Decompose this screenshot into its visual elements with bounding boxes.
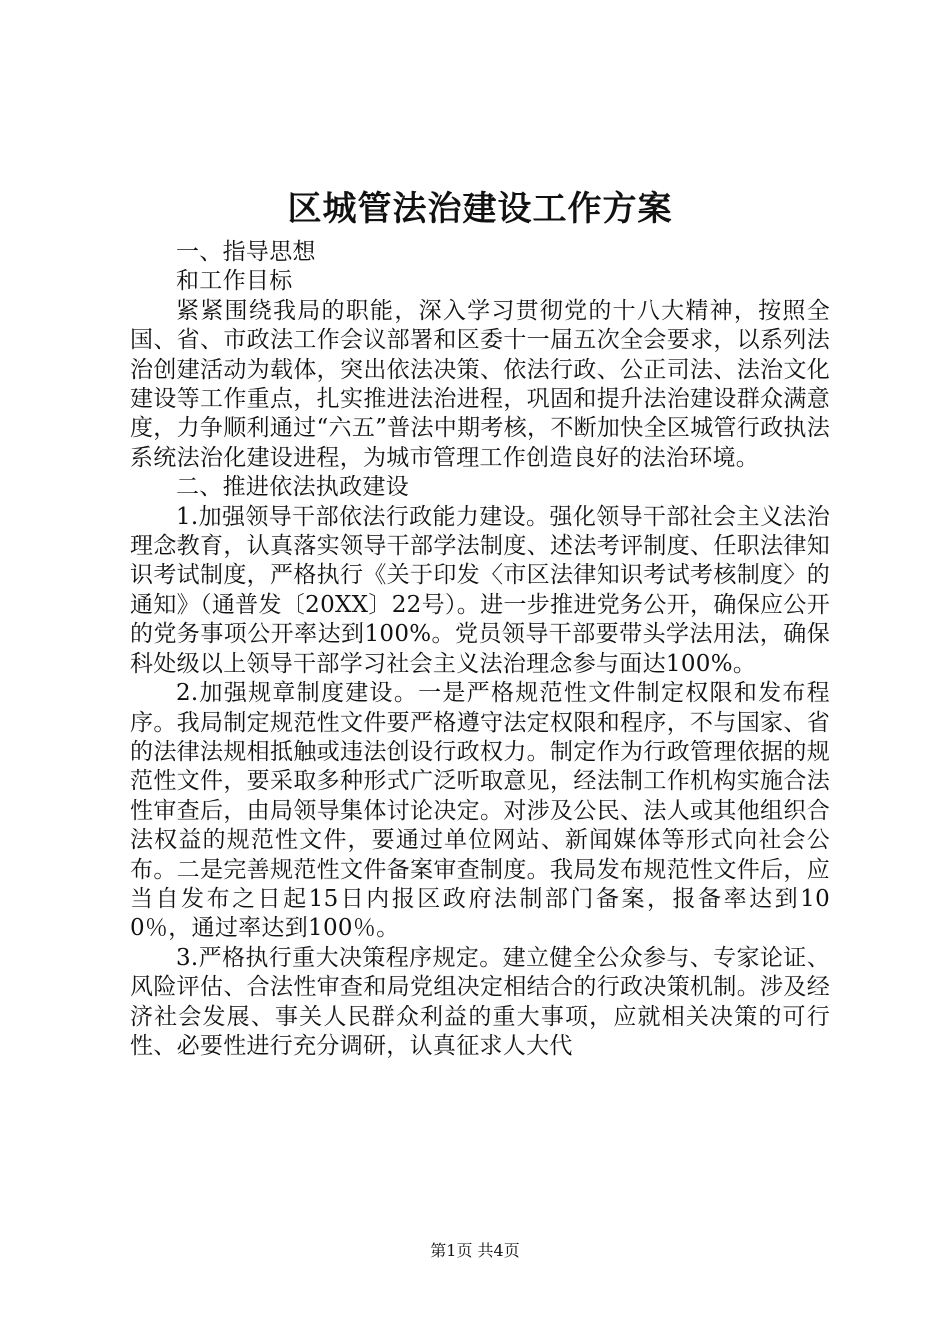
- document-body: [130, 238, 830, 1061]
- document-title: 区城管法治建设工作方案: [287, 189, 673, 229]
- section-heading: 二、推进依法执政建设: [176, 474, 409, 501]
- body-paragraph: 3.严格执行重大决策程序规定。建立健全公众参与、专家论证、风险评估、合法性审查和局党组决定相结合的行政决策机制。涉及经济社会发展、事关人民群众利益的重大事项，应就相关决策的可行性、必要性进行充分调研，认真征求人大代: [130, 944, 830, 1059]
- section-heading: 一、指导思想: [176, 239, 316, 265]
- page-number-footer: 第1页 共4页: [430, 1241, 520, 1260]
- body-paragraph: 2.加强规章制度建设。一是严格规范性文件制定权限和发布程序。我局制定规范性文件要严格遵守法定权限和程序，不与国家、省的法律法规相抵触或违法创设行政权力。制定作为行政管理依据的规范性文件，要采取多种形式广泛听取意见，经法制工作机构实施合法性审查后，由局领导集体讨论决定。对涉及公民、法人或其他组织合法权益的规范性文件，要通过单位网站、新闻媒体等形式向社会公布。二是完善规范性文件备案审查制度。我局发布规范性文件后，应当自发布之日起15日内报区政府法制部门备案，报备率达到100％，通过率达到100％。: [130, 680, 830, 942]
- section-heading-continued: 和工作目标: [176, 268, 293, 295]
- body-paragraph: 紧紧围绕我局的职能，深入学习贯彻党的十八大精神，按照全国、省、市政法工作会议部署和区委十一届五次全会要求，以系列法治创建活动为载体，突出依法决策、依法行政、公正司法、法治文化建设等工作重点，扎实推进法治进程，巩固和提升法治建设群众满意度，力争顺利通过“六五”普法中期考核，不断加快全区城管行政执法系统法治化建设进程，为城市管理工作创造良好的法治环境。: [130, 297, 830, 471]
- body-paragraph: 1.加强领导干部依法行政能力建设。强化领导干部社会主义法治理念教育，认真落实领导干部学法制度、述法考评制度、任职法律知识考试制度，严格执行《关于印发〈市区法律知识考试考核制度〉的通知》（通普发〔20XX〕22号）。进一步推进党务公开，确保应公开的党务事项公开率达到100%。党员领导干部要带头学法用法，确保科处级以上领导干部学习社会主义法治理念参与面达100%。: [130, 503, 830, 677]
